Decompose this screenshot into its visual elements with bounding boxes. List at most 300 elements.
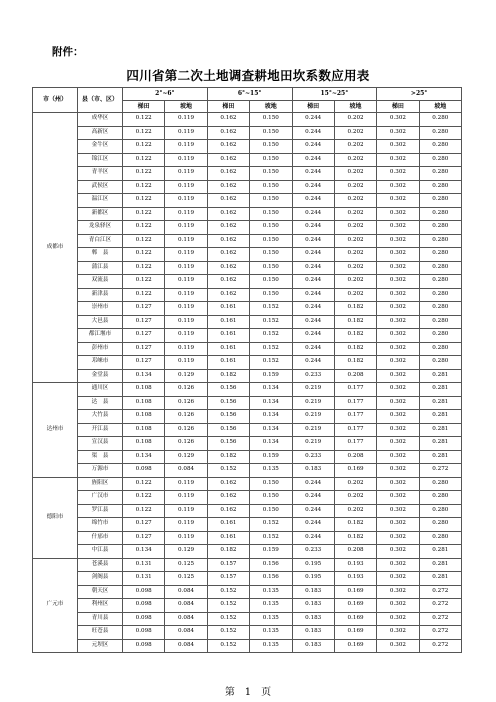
coefficient-cell: 0.119 [165,113,207,127]
coefficient-cell: 0.119 [165,531,207,545]
coefficient-cell: 0.244 [292,518,334,532]
coefficient-table [32,87,462,653]
coefficient-cell: 0.177 [334,410,376,424]
coefficient-cell: 0.134 [250,383,292,397]
coefficient-cell: 0.280 [419,234,461,248]
coefficient-cell: 0.134 [123,369,165,383]
header-terrace: 梯田 [377,101,419,113]
coefficient-cell: 0.202 [334,207,376,221]
county-cell: 渠 县 [78,450,123,464]
county-cell: 高新区 [78,126,123,140]
coefficient-cell: 0.084 [165,626,207,640]
coefficient-cell: 0.157 [207,558,249,572]
coefficient-cell: 0.195 [292,558,334,572]
coefficient-cell: 0.108 [123,410,165,424]
coefficient-cell: 0.280 [419,504,461,518]
coefficient-cell: 0.135 [250,612,292,626]
coefficient-cell: 0.156 [207,410,249,424]
coefficient-cell: 0.125 [165,572,207,586]
coefficient-cell: 0.122 [123,504,165,518]
coefficient-cell: 0.202 [334,491,376,505]
table-row [33,558,462,572]
coefficient-cell: 0.119 [165,126,207,140]
county-cell: 利州区 [78,599,123,613]
coefficient-cell: 0.281 [419,545,461,559]
coefficient-cell: 0.202 [334,180,376,194]
coefficient-cell: 0.244 [292,113,334,127]
coefficient-cell: 0.244 [292,194,334,208]
table-row [33,639,462,653]
coefficient-cell: 0.182 [207,450,249,464]
county-cell: 温江区 [78,194,123,208]
coefficient-cell: 0.127 [123,356,165,370]
coefficient-cell: 0.098 [123,464,165,478]
coefficient-cell: 0.156 [207,383,249,397]
table-row [33,396,462,410]
coefficient-cell: 0.302 [377,261,419,275]
coefficient-cell: 0.280 [419,342,461,356]
coefficient-cell: 0.182 [334,315,376,329]
coefficient-cell: 0.150 [250,140,292,154]
coefficient-cell: 0.135 [250,464,292,478]
table-row [33,302,462,316]
coefficient-cell: 0.182 [207,369,249,383]
header-terrace: 梯田 [292,101,334,113]
coefficient-cell: 0.302 [377,180,419,194]
coefficient-cell: 0.150 [250,491,292,505]
coefficient-cell: 0.162 [207,126,249,140]
table-row [33,248,462,262]
table-row [33,207,462,221]
coefficient-cell: 0.183 [292,599,334,613]
coefficient-cell: 0.084 [165,464,207,478]
coefficient-cell: 0.119 [165,275,207,289]
coefficient-cell: 0.195 [292,572,334,586]
coefficient-cell: 0.119 [165,180,207,194]
coefficient-cell: 0.150 [250,477,292,491]
coefficient-cell: 0.244 [292,504,334,518]
county-cell: 青川县 [78,612,123,626]
coefficient-cell: 0.134 [250,423,292,437]
coefficient-cell: 0.122 [123,248,165,262]
table-row [33,329,462,343]
table-row [33,140,462,154]
coefficient-cell: 0.152 [207,599,249,613]
county-cell: 锦江区 [78,153,123,167]
county-cell: 龙泉驿区 [78,221,123,235]
coefficient-cell: 0.302 [377,585,419,599]
coefficient-cell: 0.152 [207,585,249,599]
county-cell: 金堂县 [78,369,123,383]
coefficient-cell: 0.302 [377,369,419,383]
coefficient-cell: 0.162 [207,234,249,248]
coefficient-cell: 0.182 [334,302,376,316]
coefficient-cell: 0.219 [292,396,334,410]
coefficient-cell: 0.162 [207,275,249,289]
coefficient-cell: 0.119 [165,140,207,154]
coefficient-cell: 0.150 [250,194,292,208]
coefficient-cell: 0.244 [292,342,334,356]
coefficient-cell: 0.122 [123,261,165,275]
coefficient-cell: 0.122 [123,113,165,127]
coefficient-cell: 0.119 [165,248,207,262]
coefficient-cell: 0.244 [292,207,334,221]
coefficient-cell: 0.281 [419,410,461,424]
coefficient-cell: 0.119 [165,288,207,302]
page-title: 四川省第二次土地调查耕地田坎系数应用表 [126,68,370,83]
coefficient-cell: 0.150 [250,248,292,262]
coefficient-cell: 0.119 [165,329,207,343]
header-slopeland: 坡地 [334,101,376,113]
coefficient-cell: 0.302 [377,572,419,586]
county-cell: 双流县 [78,275,123,289]
coefficient-cell: 0.302 [377,558,419,572]
coefficient-cell: 0.183 [292,464,334,478]
coefficient-cell: 0.202 [334,221,376,235]
coefficient-cell: 0.281 [419,383,461,397]
coefficient-cell: 0.177 [334,396,376,410]
coefficient-cell: 0.119 [165,342,207,356]
county-cell: 剑阁县 [78,572,123,586]
coefficient-cell: 0.281 [419,558,461,572]
table-row [33,437,462,451]
coefficient-cell: 0.272 [419,626,461,640]
table-row [33,612,462,626]
table-row [33,275,462,289]
coefficient-cell: 0.202 [334,248,376,262]
coefficient-cell: 0.152 [250,315,292,329]
table-row [33,531,462,545]
coefficient-cell: 0.281 [419,450,461,464]
coefficient-cell: 0.182 [334,342,376,356]
coefficient-cell: 0.162 [207,140,249,154]
coefficient-cell: 0.126 [165,423,207,437]
coefficient-cell: 0.150 [250,504,292,518]
coefficient-cell: 0.135 [250,626,292,640]
page-number: 第 1 页 [224,687,272,698]
coefficient-cell: 0.302 [377,315,419,329]
coefficient-cell: 0.159 [250,545,292,559]
coefficient-cell: 0.108 [123,437,165,451]
coefficient-cell: 0.233 [292,545,334,559]
coefficient-cell: 0.162 [207,167,249,181]
coefficient-cell: 0.127 [123,518,165,532]
coefficient-cell: 0.183 [292,639,334,653]
coefficient-cell: 0.119 [165,207,207,221]
coefficient-cell: 0.122 [123,275,165,289]
coefficient-cell: 0.280 [419,302,461,316]
coefficient-cell: 0.162 [207,477,249,491]
coefficient-cell: 0.119 [165,356,207,370]
coefficient-cell: 0.152 [250,329,292,343]
coefficient-cell: 0.302 [377,248,419,262]
table-row [33,477,462,491]
coefficient-cell: 0.134 [250,396,292,410]
coefficient-cell: 0.244 [292,221,334,235]
coefficient-cell: 0.280 [419,477,461,491]
header-slope-6-15: 6°~15° [207,88,292,101]
county-cell: 开江县 [78,423,123,437]
coefficient-cell: 0.182 [334,518,376,532]
coefficient-cell: 0.161 [207,342,249,356]
county-cell: 新津县 [78,288,123,302]
coefficient-cell: 0.169 [334,464,376,478]
county-cell: 大邑县 [78,315,123,329]
coefficient-cell: 0.150 [250,234,292,248]
coefficient-cell: 0.302 [377,302,419,316]
coefficient-cell: 0.244 [292,261,334,275]
coefficient-cell: 0.084 [165,612,207,626]
coefficient-cell: 0.169 [334,626,376,640]
coefficient-cell: 0.302 [377,275,419,289]
coefficient-cell: 0.122 [123,491,165,505]
coefficient-cell: 0.177 [334,423,376,437]
coefficient-cell: 0.219 [292,423,334,437]
coefficient-cell: 0.202 [334,477,376,491]
coefficient-cell: 0.162 [207,153,249,167]
table-row [33,342,462,356]
coefficient-cell: 0.150 [250,207,292,221]
coefficient-cell: 0.281 [419,437,461,451]
table-row [33,504,462,518]
city-cell: 达州市 [33,383,78,478]
coefficient-cell: 0.302 [377,126,419,140]
coefficient-cell: 0.202 [334,275,376,289]
coefficient-cell: 0.244 [292,180,334,194]
coefficient-cell: 0.129 [165,545,207,559]
coefficient-cell: 0.280 [419,113,461,127]
coefficient-cell: 0.208 [334,369,376,383]
coefficient-cell: 0.126 [165,383,207,397]
coefficient-cell: 0.169 [334,639,376,653]
coefficient-cell: 0.281 [419,396,461,410]
county-cell: 邛崃市 [78,356,123,370]
table-row [33,410,462,424]
table-body [33,113,462,653]
coefficient-cell: 0.119 [165,302,207,316]
coefficient-cell: 0.150 [250,288,292,302]
header-slopeland: 坡地 [250,101,292,113]
table-row [33,491,462,505]
county-cell: 成华区 [78,113,123,127]
coefficient-cell: 0.150 [250,113,292,127]
coefficient-cell: 0.134 [250,437,292,451]
header-county: 县（市、区） [78,88,123,113]
table-row [33,383,462,397]
coefficient-cell: 0.161 [207,531,249,545]
coefficient-cell: 0.302 [377,207,419,221]
coefficient-cell: 0.244 [292,477,334,491]
coefficient-cell: 0.302 [377,477,419,491]
coefficient-cell: 0.302 [377,504,419,518]
table-row [33,450,462,464]
county-cell: 金牛区 [78,140,123,154]
coefficient-cell: 0.169 [334,599,376,613]
coefficient-cell: 0.302 [377,288,419,302]
coefficient-cell: 0.280 [419,180,461,194]
county-cell: 蒲江县 [78,261,123,275]
coefficient-cell: 0.084 [165,585,207,599]
coefficient-cell: 0.302 [377,194,419,208]
coefficient-cell: 0.302 [377,612,419,626]
coefficient-cell: 0.161 [207,518,249,532]
coefficient-cell: 0.281 [419,423,461,437]
coefficient-cell: 0.126 [165,396,207,410]
coefficient-cell: 0.177 [334,437,376,451]
coefficient-cell: 0.126 [165,410,207,424]
county-cell: 通川区 [78,383,123,397]
coefficient-cell: 0.280 [419,167,461,181]
coefficient-cell: 0.302 [377,545,419,559]
table-row [33,356,462,370]
table-row [33,464,462,478]
coefficient-cell: 0.162 [207,194,249,208]
coefficient-cell: 0.127 [123,342,165,356]
coefficient-cell: 0.302 [377,423,419,437]
coefficient-cell: 0.122 [123,140,165,154]
county-cell: 青羊区 [78,167,123,181]
coefficient-cell: 0.135 [250,599,292,613]
coefficient-cell: 0.280 [419,140,461,154]
coefficient-cell: 0.202 [334,288,376,302]
coefficient-cell: 0.152 [250,356,292,370]
coefficient-cell: 0.098 [123,599,165,613]
table-row [33,369,462,383]
table-row [33,234,462,248]
coefficient-cell: 0.162 [207,504,249,518]
county-cell: 万源市 [78,464,123,478]
coefficient-cell: 0.280 [419,126,461,140]
county-cell: 大竹县 [78,410,123,424]
coefficient-cell: 0.150 [250,275,292,289]
coefficient-cell: 0.202 [334,504,376,518]
coefficient-cell: 0.122 [123,153,165,167]
coefficient-cell: 0.182 [334,356,376,370]
coefficient-cell: 0.244 [292,531,334,545]
coefficient-cell: 0.302 [377,234,419,248]
county-cell: 郫 县 [78,248,123,262]
table-row [33,194,462,208]
coefficient-cell: 0.156 [207,423,249,437]
coefficient-cell: 0.134 [123,545,165,559]
coefficient-cell: 0.244 [292,248,334,262]
coefficient-cell: 0.183 [292,585,334,599]
coefficient-cell: 0.119 [165,153,207,167]
coefficient-cell: 0.122 [123,207,165,221]
coefficient-cell: 0.134 [250,410,292,424]
city-cell: 广元市 [33,558,78,653]
county-cell: 彭州市 [78,342,123,356]
county-cell: 苍溪县 [78,558,123,572]
table-row [33,221,462,235]
coefficient-cell: 0.150 [250,180,292,194]
coefficient-cell: 0.280 [419,207,461,221]
coefficient-cell: 0.161 [207,356,249,370]
coefficient-cell: 0.182 [334,531,376,545]
coefficient-cell: 0.135 [250,639,292,653]
coefficient-cell: 0.119 [165,315,207,329]
coefficient-cell: 0.302 [377,518,419,532]
county-cell: 什邡市 [78,531,123,545]
coefficient-cell: 0.202 [334,140,376,154]
coefficient-cell: 0.302 [377,221,419,235]
coefficient-cell: 0.244 [292,153,334,167]
coefficient-cell: 0.127 [123,531,165,545]
coefficient-cell: 0.152 [250,342,292,356]
coefficient-cell: 0.244 [292,315,334,329]
coefficient-cell: 0.183 [292,612,334,626]
coefficient-cell: 0.131 [123,572,165,586]
county-cell: 青白江区 [78,234,123,248]
coefficient-cell: 0.272 [419,612,461,626]
coefficient-cell: 0.280 [419,194,461,208]
coefficient-cell: 0.119 [165,194,207,208]
coefficient-cell: 0.152 [250,531,292,545]
coefficient-cell: 0.119 [165,167,207,181]
table-row [33,599,462,613]
city-cell: 德阳市 [33,477,78,558]
coefficient-cell: 0.202 [334,153,376,167]
coefficient-cell: 0.152 [250,302,292,316]
coefficient-cell: 0.162 [207,261,249,275]
coefficient-cell: 0.280 [419,315,461,329]
coefficient-cell: 0.108 [123,423,165,437]
table-row [33,423,462,437]
coefficient-cell: 0.162 [207,248,249,262]
coefficient-cell: 0.127 [123,329,165,343]
coefficient-cell: 0.122 [123,180,165,194]
coefficient-cell: 0.119 [165,491,207,505]
city-cell: 成都市 [33,113,78,383]
coefficient-cell: 0.119 [165,518,207,532]
county-cell: 中江县 [78,545,123,559]
coefficient-cell: 0.122 [123,288,165,302]
table-row [33,261,462,275]
table-row [33,126,462,140]
table-row [33,518,462,532]
coefficient-cell: 0.119 [165,221,207,235]
coefficient-cell: 0.272 [419,585,461,599]
coefficient-cell: 0.156 [250,572,292,586]
coefficient-cell: 0.280 [419,261,461,275]
coefficient-cell: 0.126 [165,437,207,451]
coefficient-cell: 0.280 [419,288,461,302]
coefficient-cell: 0.202 [334,194,376,208]
coefficient-cell: 0.233 [292,450,334,464]
coefficient-cell: 0.233 [292,369,334,383]
header-slopeland: 坡地 [419,101,461,113]
header-city: 市（州） [33,88,78,113]
coefficient-cell: 0.127 [123,315,165,329]
county-cell: 元坝区 [78,639,123,653]
coefficient-cell: 0.169 [334,612,376,626]
coefficient-cell: 0.152 [250,518,292,532]
coefficient-cell: 0.162 [207,113,249,127]
coefficient-cell: 0.244 [292,167,334,181]
coefficient-cell: 0.182 [207,545,249,559]
header-slope-over-25: >25° [377,88,462,101]
coefficient-cell: 0.183 [292,626,334,640]
coefficient-cell: 0.119 [165,234,207,248]
coefficient-cell: 0.156 [207,396,249,410]
coefficient-cell: 0.122 [123,194,165,208]
county-cell: 旺苍县 [78,626,123,640]
coefficient-cell: 0.162 [207,491,249,505]
coefficient-cell: 0.119 [165,477,207,491]
coefficient-cell: 0.244 [292,329,334,343]
coefficient-cell: 0.152 [207,612,249,626]
coefficient-cell: 0.162 [207,180,249,194]
